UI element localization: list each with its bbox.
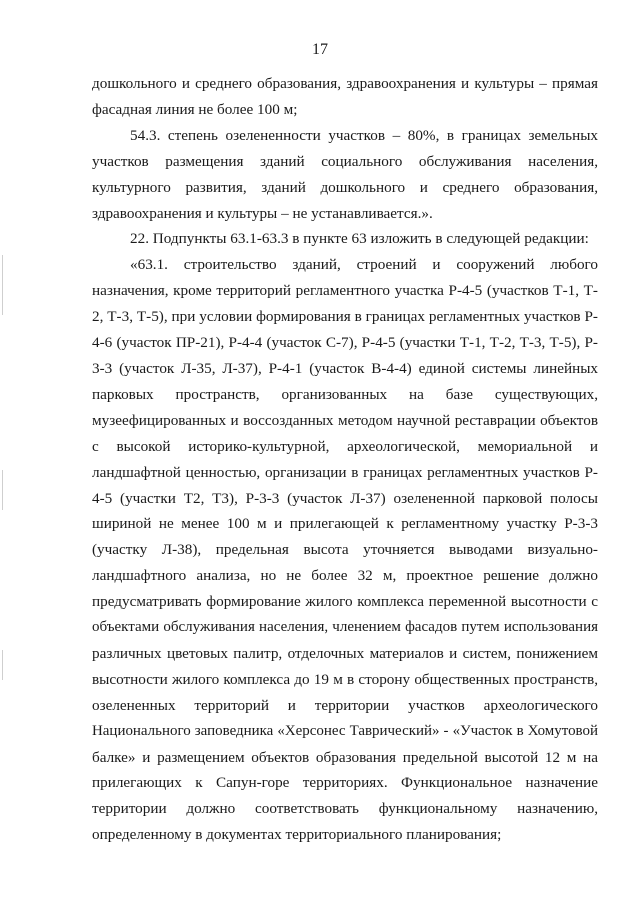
text-line: объектами обслуживания населения, членением фасадов путем использования	[92, 619, 598, 636]
scan-edge-mark	[2, 255, 3, 315]
text-line: назначения, кроме территорий регламентного участка Р-4-5 (участков Т-1, Т-	[92, 282, 598, 300]
text-line: прилегающих к Сапун-горе территориях. Функциональное назначение	[92, 774, 598, 792]
text-line: 54.3. степень озелененности участков – 80%, в границах земельных	[130, 126, 598, 144]
text-line: музеефицированных и воссозданных методом научной реставрации объектов	[92, 411, 598, 429]
text-line: 4-5 (участки Т2, Т3), Р-3-3 (участок Л-37) озелененной парковой полосы	[92, 489, 598, 507]
text-line: территории должно соответствовать функциональному назначению,	[92, 800, 598, 818]
text-line: ландшафтного анализа, но не более 32 м, проектное решение должно	[92, 567, 598, 585]
text-line: предусматривать формирование жилого комплекса переменной высотности с	[92, 593, 598, 611]
text-line: (участку Л-38), предельная высота уточняется выводами визуально-	[92, 541, 598, 559]
text-line: с высокой историко-культурной, археологической, мемориальной и	[92, 437, 598, 455]
text-line: парковых пространств, организованных на базе существующих,	[92, 385, 598, 403]
text-line: «63.1. строительство зданий, строений и сооружений любого	[130, 256, 598, 274]
text-line: определенному в документах территориального планирования;	[92, 826, 502, 844]
text-line: балке» и размещением объектов образования предельной высотой 12 м на	[92, 748, 598, 766]
text-line: 2, Т-3, Т-5), при условии формирования в границах регламентных участков Р-	[92, 308, 598, 326]
text-line: различных цветовых палитр, отделочных материалов и систем, понижением	[92, 644, 598, 662]
text-line: шириной не менее 100 м и прилегающей к регламентному участку Р-3-3	[92, 515, 598, 533]
text-line: участков размещения зданий социального обслуживания населения,	[92, 152, 598, 170]
text-line: 22. Подпункты 63.1-63.3 в пункте 63 изложить в следующей редакции:	[130, 230, 589, 248]
text-line: ландшафтной ценностью, организации в границах регламентных участков Р-	[92, 463, 598, 481]
text-line: дошкольного и среднего образования, здравоохранения и культуры – прямая	[92, 75, 598, 92]
text-line: культурного развития, зданий дошкольного и среднего образования,	[92, 178, 598, 196]
text-line: Национального заповедника «Херсонес Таврический» - «Участок в Хомутовой	[92, 722, 598, 739]
page-number: 17	[312, 41, 328, 58]
text-line: здравоохранения и культуры – не устанавливается.».	[92, 204, 433, 222]
text-line: 4-6 (участок ПР-21), Р-4-4 (участок С-7), Р-4-5 (участки Т-1, Т-2, Т-3, Т-5), Р-	[92, 334, 598, 352]
text-line: высотности жилого комплекса до 19 м в сторону общественных пространств,	[92, 670, 598, 688]
text-line: фасадная линия не более 100 м;	[92, 100, 298, 118]
text-line: 3-3 (участок Л-35, Л-37), Р-4-1 (участок В-4-4) единой системы линейных	[92, 359, 598, 377]
scan-edge-mark	[2, 470, 3, 510]
text-line: озелененных территорий и территории участков археологического	[92, 696, 598, 714]
scan-edge-mark	[2, 650, 3, 680]
document-body	[92, 71, 598, 848]
